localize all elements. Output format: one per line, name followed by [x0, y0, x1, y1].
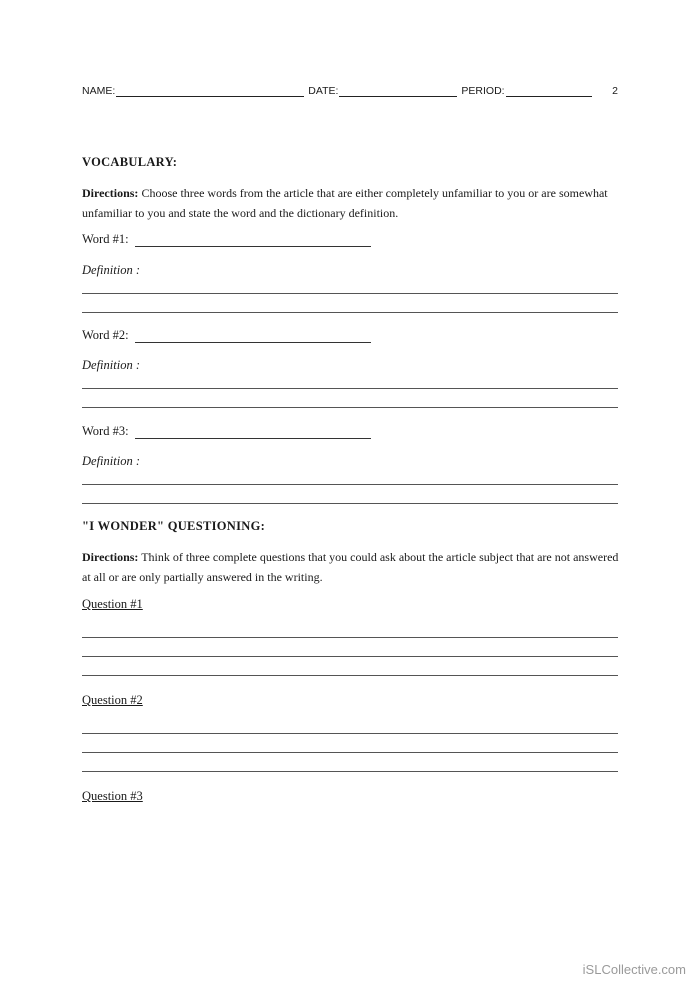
questioning-directions — [82, 547, 622, 587]
name-label: NAME: — [82, 85, 116, 97]
question-2-line-1[interactable] — [82, 733, 618, 734]
page-number: 2 — [612, 85, 618, 97]
site-watermark: iSLCollective.com — [582, 962, 686, 977]
word-3-blank[interactable] — [135, 427, 371, 439]
questioning-heading: "I WONDER" QUESTIONING: — [82, 519, 266, 533]
definition-2-line-1[interactable] — [82, 388, 618, 389]
word-2-blank[interactable] — [135, 331, 371, 343]
question-1-label: Question #1 — [82, 597, 143, 611]
question-2-line-2[interactable] — [82, 752, 618, 753]
date-label: DATE: — [308, 85, 339, 97]
word-2-label: Word #2: — [82, 328, 129, 342]
question-1-line-3[interactable] — [82, 675, 618, 676]
question-1-line-1[interactable] — [82, 637, 618, 638]
vocabulary-directions — [82, 183, 622, 223]
question-2-label: Question #2 — [82, 693, 143, 707]
questioning-directions-text: Think of three complete questions that you could ask about the article subject that are not answered at all or are only partially answered in the writing. — [82, 550, 619, 584]
definition-1-line-1[interactable] — [82, 293, 618, 294]
word-1-blank[interactable] — [135, 235, 371, 247]
period-label: PERIOD: — [461, 85, 505, 97]
date-blank[interactable] — [339, 85, 457, 97]
definition-1-line-2[interactable] — [82, 312, 618, 313]
name-blank[interactable] — [116, 85, 304, 97]
word-2-field — [82, 328, 371, 343]
period-blank[interactable] — [506, 85, 592, 97]
word-3-field — [82, 424, 371, 439]
questioning-directions-label: Directions: — [82, 550, 139, 564]
definition-3-line-2[interactable] — [82, 503, 618, 504]
vocabulary-directions-text: Choose three words from the article that are either completely unfamiliar to you or are somewhat unfamiliar to you and state the word and the dictionary definition. — [82, 186, 608, 220]
definition-2-label: Definition : — [82, 358, 140, 372]
vocabulary-heading: VOCABULARY: — [82, 155, 178, 169]
word-3-label: Word #3: — [82, 424, 129, 438]
question-2-line-3[interactable] — [82, 771, 618, 772]
definition-2-line-2[interactable] — [82, 407, 618, 408]
definition-3-label: Definition : — [82, 454, 140, 468]
question-3-label: Question #3 — [82, 789, 143, 803]
question-1-line-2[interactable] — [82, 656, 618, 657]
definition-1-label: Definition : — [82, 263, 140, 277]
word-1-field — [82, 232, 371, 247]
vocabulary-directions-label: Directions: — [82, 186, 139, 200]
word-1-label: Word #1: — [82, 232, 129, 246]
definition-3-line-1[interactable] — [82, 484, 618, 485]
student-info-header — [82, 85, 618, 97]
